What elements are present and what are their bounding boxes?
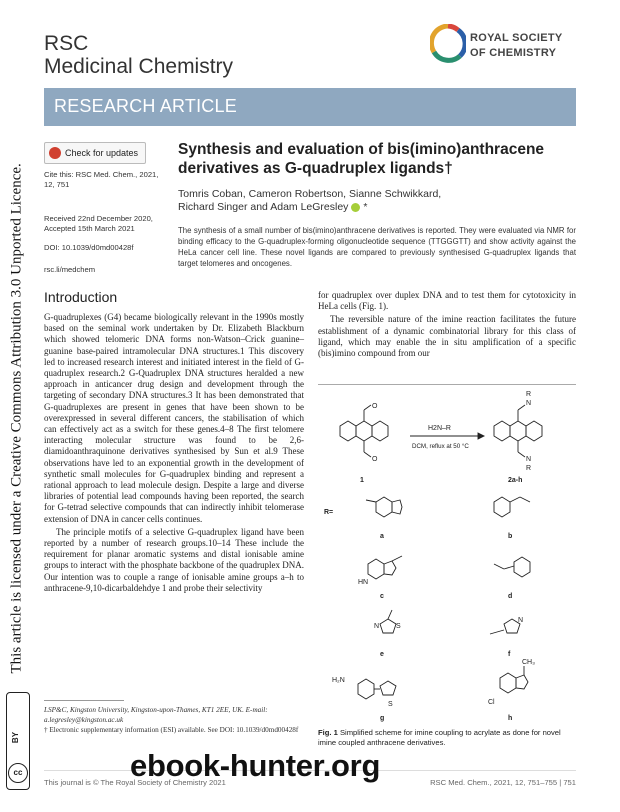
journal-line-2: Medicinal Chemistry — [44, 55, 234, 78]
by-icon: BY — [11, 731, 21, 744]
sub-label-a: a — [380, 533, 384, 540]
section-label: RESEARCH ARTICLE — [54, 96, 237, 116]
citation: Cite this: RSC Med. Chem., 2021, 12, 751 — [44, 170, 159, 189]
paragraph: The principle motifs of a selective G-quadruplex ligand have been reported by a number of research groups.10–14 These include the requirement for planar aromatic systems and distal ionisable amine groups to interact with the phosphate backbone of the quadruplex DNA. Our intention was to couple a range of ionisable amine groups a–h to anthracene-9,10-dicarbaldehdye 1 and probe their selectivity — [44, 526, 304, 593]
footer-citation: RSC Med. Chem., 2021, 12, 751–755 | 751 — [430, 778, 576, 787]
body-column-right — [318, 290, 576, 361]
rsc-logo — [430, 24, 580, 72]
substituent-b — [494, 497, 530, 517]
paragraph: for quadruplex over duplex DNA and to test them for cytotoxicity in HeLa cells (Fig. 1). — [318, 290, 576, 312]
substituent-d — [494, 557, 530, 577]
chlorine-label: Cl — [488, 699, 495, 706]
arrowhead-icon — [478, 433, 484, 439]
journal-link[interactable]: rsc.li/medchem — [44, 265, 96, 274]
oxygen-label: O — [372, 403, 378, 410]
r-equals-label: R= — [324, 509, 334, 516]
sub-label-c: c — [380, 593, 384, 600]
section-heading: Introduction — [44, 289, 118, 305]
substituent-g — [358, 679, 396, 699]
reaction-scheme — [318, 388, 576, 724]
body-column-left — [44, 312, 304, 596]
nitrogen-label: N — [518, 617, 524, 624]
cc-licence-badge[interactable] — [6, 692, 30, 790]
sub-label-b: b — [508, 533, 513, 540]
compound-1-label: 1 — [360, 477, 364, 484]
check-for-updates-button[interactable] — [44, 142, 146, 164]
nitrogen-label: N — [526, 456, 532, 463]
sub-label-d: d — [508, 593, 513, 600]
sulfur-label: S — [388, 701, 393, 708]
compound-2-label: 2a-h — [508, 477, 523, 484]
sub-label-f: f — [508, 651, 511, 658]
sub-label-h: h — [508, 715, 513, 722]
nitrogen-label: N — [526, 400, 532, 407]
sub-label-e: e — [380, 651, 384, 658]
anthracene-1 — [340, 405, 388, 457]
check-for-updates-label: Check for updates — [65, 148, 139, 158]
footnote-divider — [44, 700, 124, 701]
figure-number: Fig. 1 — [318, 728, 338, 737]
logo-text-2: OF CHEMISTRY — [470, 47, 557, 59]
licence-text: This article is licensed under a Creative Commons Attribution 3.0 Unported Licence. — [8, 163, 25, 674]
esi-note: † Electronic supplementary information (ESI) available. See DOI: 10.1039/d0md00428f — [44, 726, 299, 734]
reagent-label: H2N–R — [428, 425, 451, 432]
logo-text-1: ROYAL SOCIETY — [470, 32, 563, 44]
sulfur-label: S — [396, 623, 401, 630]
anthracene-product — [494, 405, 542, 457]
figure-caption — [318, 728, 576, 748]
orcid-icon[interactable] — [351, 203, 360, 212]
rsc-emblem-icon — [430, 24, 466, 64]
article-title: Synthesis and evaluation of bis(imino)anthracene derivatives as G-quadruplex ligands† — [178, 141, 545, 177]
oxygen-label: O — [372, 456, 378, 463]
abstract: The synthesis of a small number of bis(imino)anthracene derivatives is reported. They were evaluated via NMR for binding efficacy to the G-quadruplex-forming oligonucleotide sequence (TTGGGTT) and show activity against the HeLa cancer cell line. These novel ligands are compared to previously synthesised G-quadruplex ligands that target telomeres and oncogenes. — [178, 226, 576, 268]
amine-label: H₂N — [332, 677, 345, 684]
r-group-label: R — [526, 465, 532, 472]
section-banner — [44, 88, 576, 126]
licence-sidebar — [8, 163, 28, 678]
authors-text: Tomris Coban, Cameron Robertson, Sianne Schwikkard, Richard Singer and Adam LeGresley — [178, 188, 442, 213]
r-group-label: R — [526, 391, 532, 398]
footer-copyright: This journal is © The Royal Society of Chemistry 2021 — [44, 778, 226, 787]
substituent-e — [380, 610, 396, 633]
author-list: Tomris Coban, Cameron Robertson, Sianne Schwikkard, Richard Singer and Adam LeGresley * — [178, 188, 442, 213]
watermark: ebook-hunter.org — [130, 748, 381, 783]
doi[interactable]: DOI: 10.1039/d0md00428f — [44, 243, 134, 252]
received-dates: Received 22nd December 2020, Accepted 15th March 2021 — [44, 214, 153, 233]
sub-label-g: g — [380, 715, 385, 722]
affiliation: LSP&C, Kingston University, Kingston-upon-Thames, KT1 2EE, UK. E-mail: a.legresley@kingston.ac.uk — [44, 706, 268, 724]
substituent-f — [490, 619, 520, 634]
substituent-c — [368, 556, 402, 579]
paragraph: G-quadruplexes (G4) became biologically relevant in the 1990s mostly based on the seminal work undertaken by Dr. Elizabeth Blackburn which showed telomeric DNA forms non-Watson–Crick guanine–guanine base-paired intramolecular DNA structures.1 This discovery led to increased research interest and initiated interest in the field of G-quadruplex research.2 G-Quadruplex DNA structures heralded a new approach in anticancer drug design and development through the targeting of secondary DNA structures.3 It has been demonstrated that G-quadruplexes are present in genes that have been shown to be overexpressed in several different cancers, the stabilisation of which can effectively act as a switch for these genes.4–8 The first telomere interacting molecular structure was found to be 2,6-diamidoanthraquinone derivatives synthesised by Sun et al.9 These observations have led to an exponential growth in the development of synthetic small molecules for G-quadruplex binding and represent a rational approach to lead molecule design. Despite a large and diverse libraries of potential lead compounds having been reported, the search for G-tetrad selective compounds that can indirectly inhibit telomerase extension of DNA in cancer cells continues. — [44, 312, 304, 524]
nitrogen-label: N — [374, 623, 380, 630]
nh-label: HN — [358, 579, 369, 586]
methyl-label: CH₃ — [522, 659, 535, 666]
substituent-a — [366, 497, 402, 517]
journal-name — [44, 32, 233, 78]
conditions-label: DCM, reflux at 50 °C — [412, 443, 469, 450]
cc-icon: cc — [8, 763, 28, 783]
figure-divider — [318, 384, 576, 385]
figure-caption-text: Simplified scheme for imine coupling to acrylate as done for novel imine coupled anthracene derivatives. — [318, 728, 561, 747]
update-icon — [49, 147, 61, 159]
substituent-h — [500, 666, 528, 693]
paragraph: The reversible nature of the imine reaction facilitates the future establishment of a dynamic combinatorial library for this class of ligand, which may enable the in situ amplification of a specific (bis)imino compound from our — [318, 314, 576, 359]
journal-line-1: RSC — [44, 32, 89, 55]
